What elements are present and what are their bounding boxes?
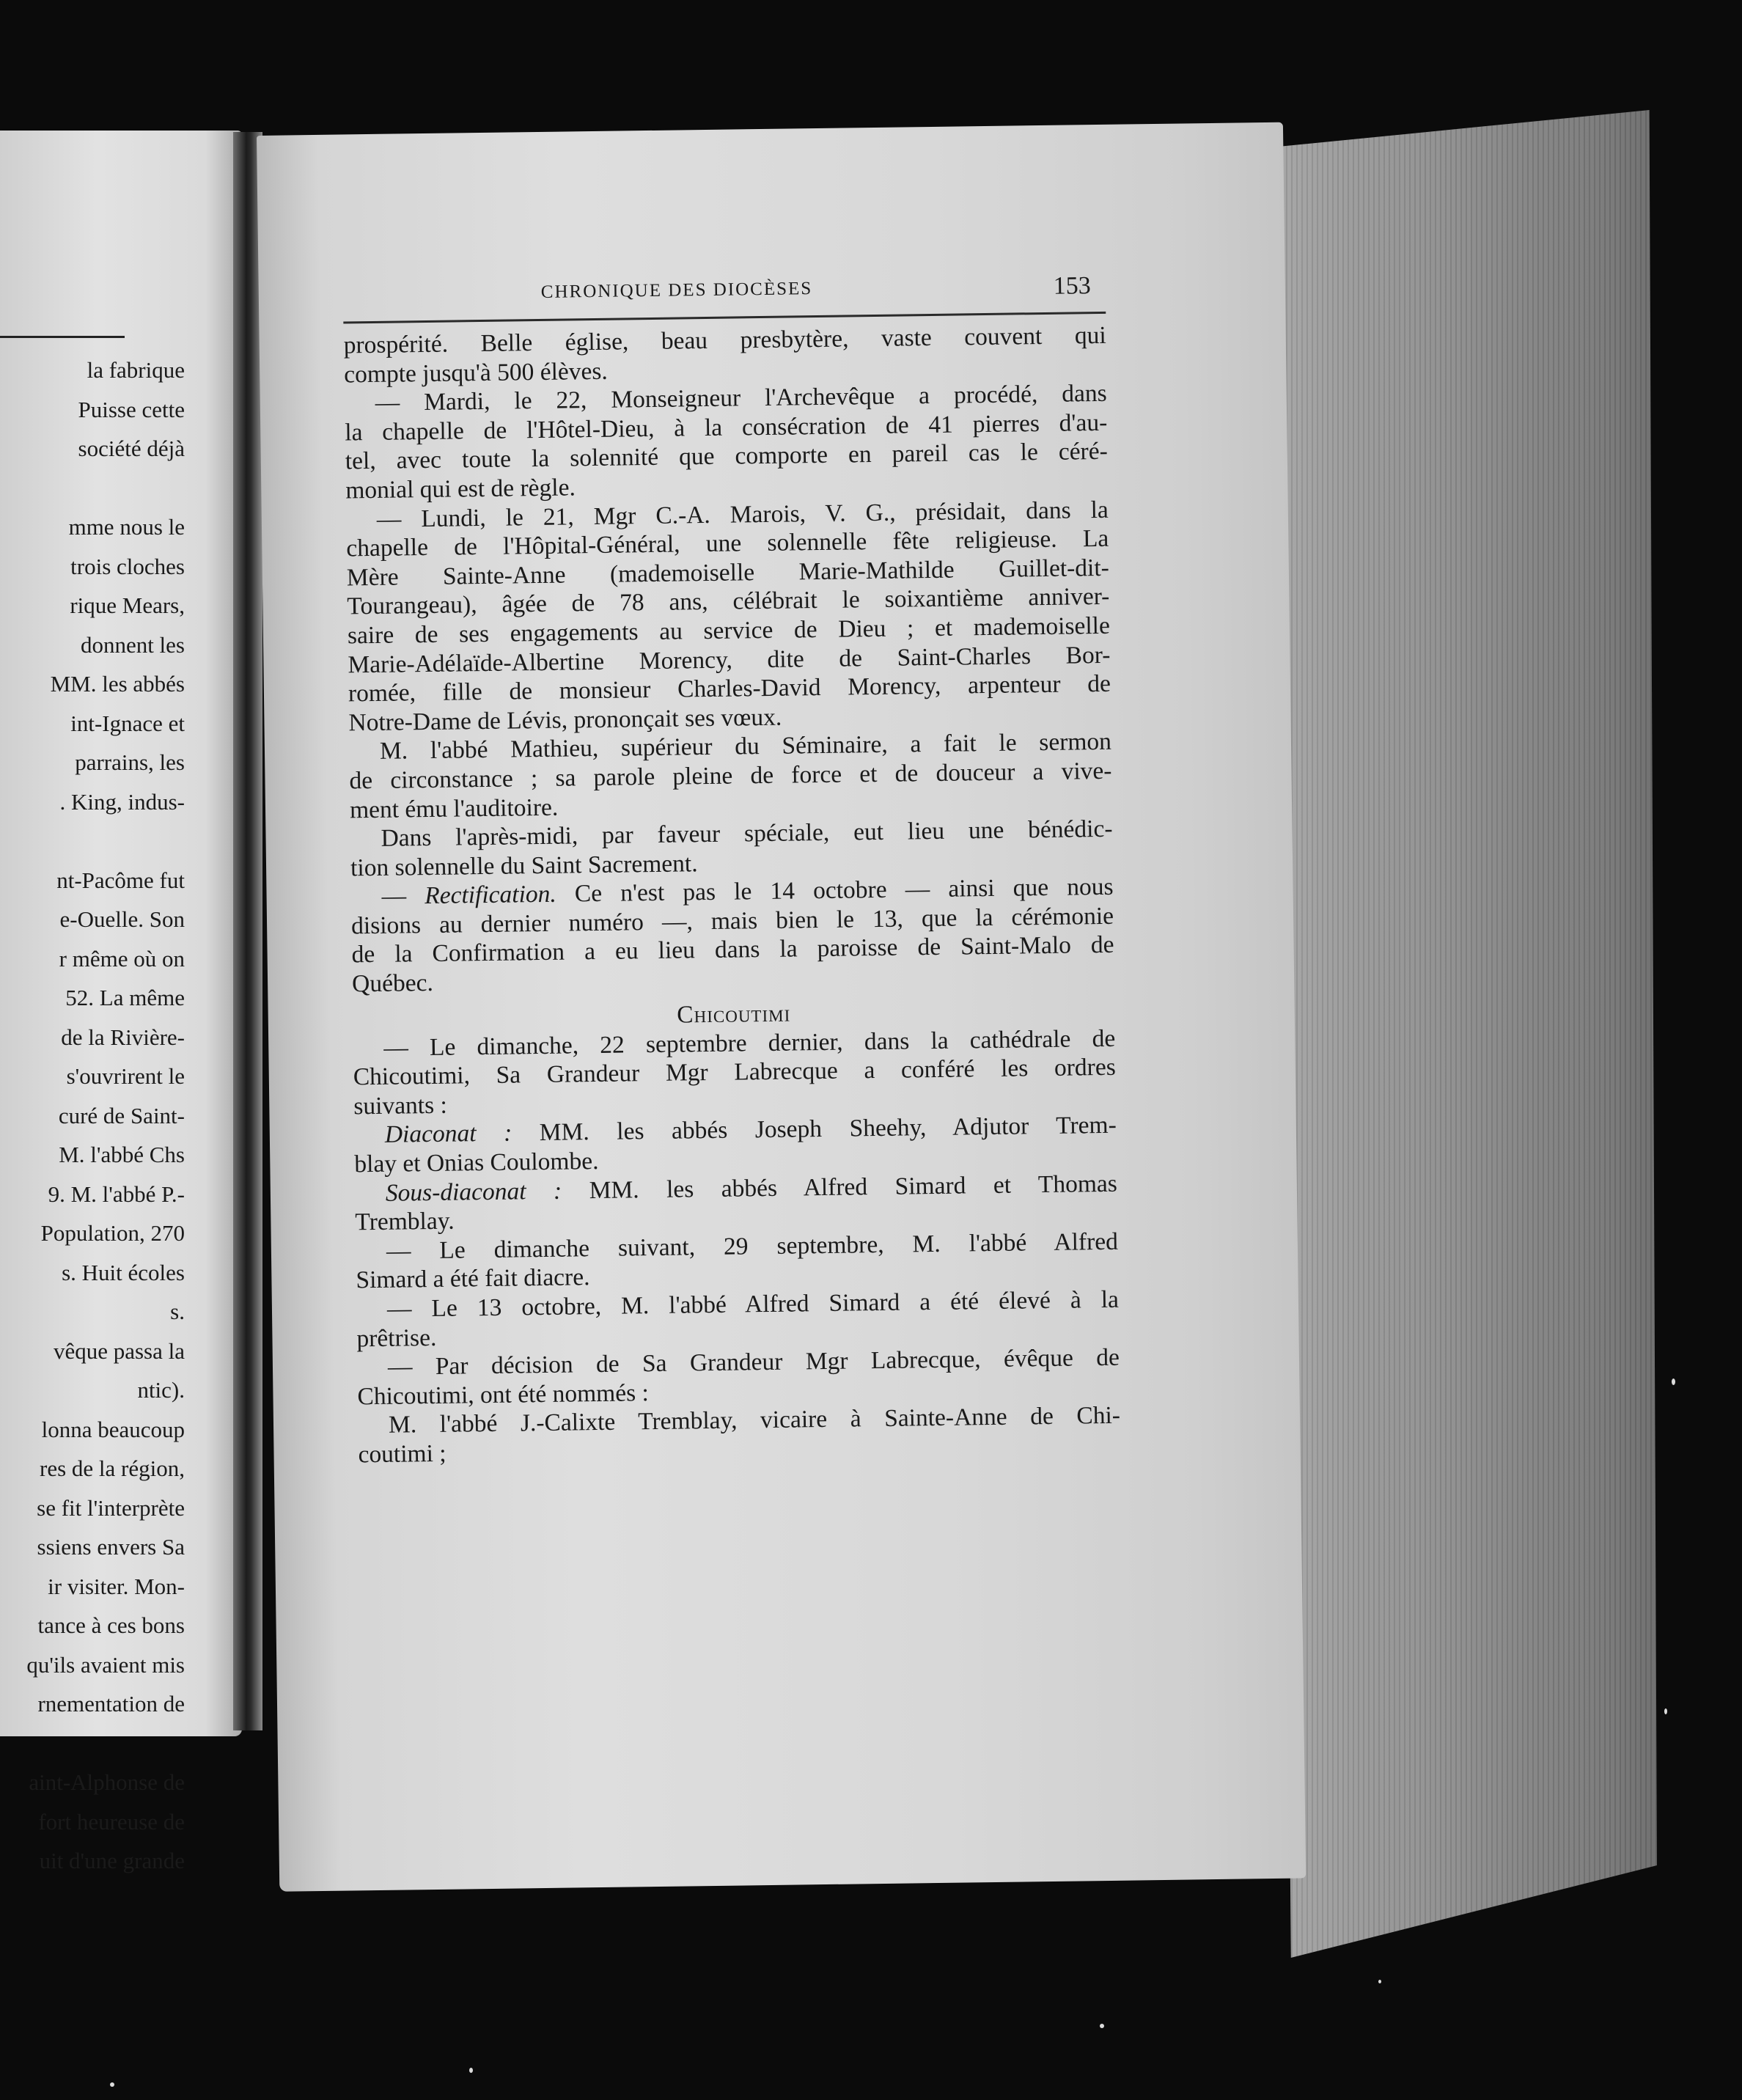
left-page-line: ssiens envers Sa	[37, 1534, 185, 1560]
body-line: prospérité. Belle église, beau presbytère, vaste couvent qui	[343, 321, 1106, 359]
film-speck	[110, 2082, 114, 2087]
left-page-line: s. Huit écoles	[62, 1259, 185, 1285]
book-gutter	[233, 132, 262, 1730]
left-page-line	[0, 821, 185, 861]
body-line: — Mardi, le 22, Monseigneur l'Archevêque a procédé, dans	[375, 380, 1107, 417]
left-page-line: MM. les abbés	[50, 671, 185, 697]
running-title: CHRONIQUE DES DIOCÈSES	[540, 279, 813, 302]
left-page-line: curé de Saint-	[58, 1102, 185, 1128]
left-page-line: parrains, les	[75, 749, 185, 775]
left-page-line: r même où on	[59, 945, 185, 972]
body-line: de la Confirmation a eu lieu dans la paroisse de Saint-Malo de	[351, 931, 1114, 969]
left-page-text	[0, 350, 185, 1881]
left-page-line: fort heureuse de	[38, 1808, 185, 1835]
body-line: Québec.	[351, 969, 434, 998]
body-line: ment ému l'auditoire.	[349, 793, 559, 823]
left-page-line	[0, 1724, 185, 1763]
body-line: Sous-diaconat : MM. les abbés Alfred Simard et Thomas	[385, 1170, 1118, 1207]
body-line: Mère Sainte-Anne (mademoiselle Marie-Mathilde Guillet-dit-	[346, 554, 1110, 592]
left-page-line: rique Mears,	[70, 592, 185, 618]
left-page-line: e-Ouelle. Son	[59, 906, 185, 932]
body-line: tel, avec toute la solennité que comporte en pareil cas le céré-	[345, 438, 1108, 475]
left-page-line: ntic).	[137, 1377, 185, 1403]
left-page-line: ir visiter. Mon-	[48, 1573, 185, 1599]
left-page-line: Puisse cette	[78, 396, 185, 422]
left-page-line: . King, indus-	[59, 788, 185, 815]
body-line: — Par décision de Sa Grandeur Mgr Labrecque, évêque de	[387, 1343, 1120, 1381]
body-line: la chapelle de l'Hôtel-Dieu, à la consécration de 41 pierres d'au-	[345, 408, 1108, 447]
left-page-line: res de la région,	[40, 1455, 185, 1481]
body-line: de circonstance ; sa parole pleine de force et de douceur a vive-	[349, 757, 1112, 795]
body-line: Chicoutimi, ont été nommés :	[357, 1378, 650, 1411]
left-page-line: rnementation de	[37, 1691, 185, 1717]
body-line: chapelle de l'Hôpital-Général, une solennelle fête religieuse. La	[346, 524, 1109, 562]
left-page-line: M. l'abbé Chs	[59, 1142, 185, 1167]
body-line: saire de ses engagements au service de Dieu ; et mademoiselle	[347, 612, 1111, 650]
body-line: — Lundi, le 21, Mgr C.-A. Marois, V. G., présidait, dans la	[376, 496, 1109, 533]
film-speck	[1664, 1708, 1667, 1714]
film-speck	[1100, 2024, 1104, 2028]
body-line: Diaconat : MM. les abbés Joseph Sheehy, Adjutor Trem-	[384, 1112, 1117, 1149]
left-page-line: trois cloches	[70, 553, 185, 579]
left-page-line: nt-Pacôme fut	[56, 867, 185, 893]
body-line: — Le 13 octobre, M. l'abbé Alfred Simard a été élevé à la	[386, 1285, 1120, 1323]
left-page-line: qu'ils avaient mis	[26, 1651, 185, 1678]
body-line: suivants :	[353, 1091, 448, 1120]
left-page-line: s.	[170, 1299, 185, 1324]
body-line: M. l'abbé Mathieu, supérieur du Séminaire, a fait le sermon	[379, 728, 1112, 766]
left-page	[0, 131, 242, 1873]
page-block-edge	[1276, 110, 1657, 1958]
body-line: disions au dernier numéro —, mais bien le 13, que la cérémonie	[350, 902, 1114, 940]
left-page-line: int-Ignace et	[70, 710, 185, 736]
body-line: Notre-Dame de Lévis, prononçait ses vœux.	[348, 703, 782, 737]
left-page-line: se fit l'interprète	[37, 1494, 185, 1521]
left-page-line: mme nous le	[68, 514, 185, 540]
body-line: monial qui est de règle.	[345, 474, 576, 504]
film-speck	[1378, 1980, 1381, 1983]
left-page-line: s'ouvrirent le	[66, 1063, 185, 1089]
left-page-line: tance à ces bons	[37, 1612, 185, 1638]
body-line: — Le dimanche, 22 septembre dernier, dans la cathédrale de	[383, 1024, 1116, 1062]
body-text	[343, 321, 1120, 1469]
body-line: Tourangeau), âgée de 78 ans, célébrait le soixantième anniver-	[347, 583, 1110, 620]
left-page-line: de la Rivière-	[61, 1024, 185, 1050]
left-page-line: 9. M. l'abbé P.-	[48, 1181, 185, 1207]
left-page-line: vêque passa la	[53, 1337, 185, 1364]
left-page-rule	[0, 336, 125, 338]
left-page-line: la fabrique	[87, 357, 185, 383]
left-page-line: société déjà	[78, 436, 185, 461]
left-page-line: 52. La même	[65, 985, 185, 1010]
body-line: blay et Onias Coulombe.	[354, 1148, 599, 1178]
left-page-line: donnent les	[80, 631, 185, 658]
body-line: — Le dimanche suivant, 29 septembre, M. l'abbé Alfred	[386, 1227, 1119, 1265]
body-line: tion solennelle du Saint Sacrement.	[350, 849, 698, 882]
left-page-line	[0, 469, 185, 508]
body-line: M. l'abbé J.-Calixte Tremblay, vicaire à Sainte-Anne de Chi-	[388, 1402, 1121, 1439]
body-line: prêtrise.	[356, 1323, 437, 1352]
left-page-line: aint-Alphonse de	[29, 1769, 185, 1795]
body-line: Simard a été fait diacre.	[356, 1263, 590, 1294]
left-page-line: uit d'une grande	[39, 1848, 185, 1873]
section-heading: Chicoutimi	[676, 999, 791, 1029]
body-line: — Rectification. Ce n'est pas le 14 octobre — ainsi que nous	[381, 873, 1114, 911]
right-page	[257, 122, 1306, 1892]
text-block	[343, 272, 1121, 1469]
body-line: Tremblay.	[355, 1207, 455, 1236]
film-speck	[469, 2068, 473, 2073]
body-line: coutimi ;	[358, 1439, 446, 1469]
left-page-line: Population, 270	[40, 1220, 185, 1246]
body-line: compte jusqu'à 500 élèves.	[344, 357, 609, 389]
body-line: Chicoutimi, Sa Grandeur Mgr Labrecque a conféré les ordres	[353, 1054, 1116, 1091]
body-line: romée, fille de monsieur Charles-David Morency, arpenteur de	[348, 669, 1111, 708]
left-page-line: lonna beaucoup	[41, 1416, 185, 1442]
film-speck	[1672, 1378, 1675, 1385]
body-line: Dans l'après-midi, par faveur spéciale, eut lieu une bénédic-	[381, 815, 1113, 852]
body-line: Marie-Adélaïde-Albertine Morency, dite de Saint-Charles Bor-	[348, 641, 1111, 678]
page-number: 153	[1053, 272, 1092, 300]
